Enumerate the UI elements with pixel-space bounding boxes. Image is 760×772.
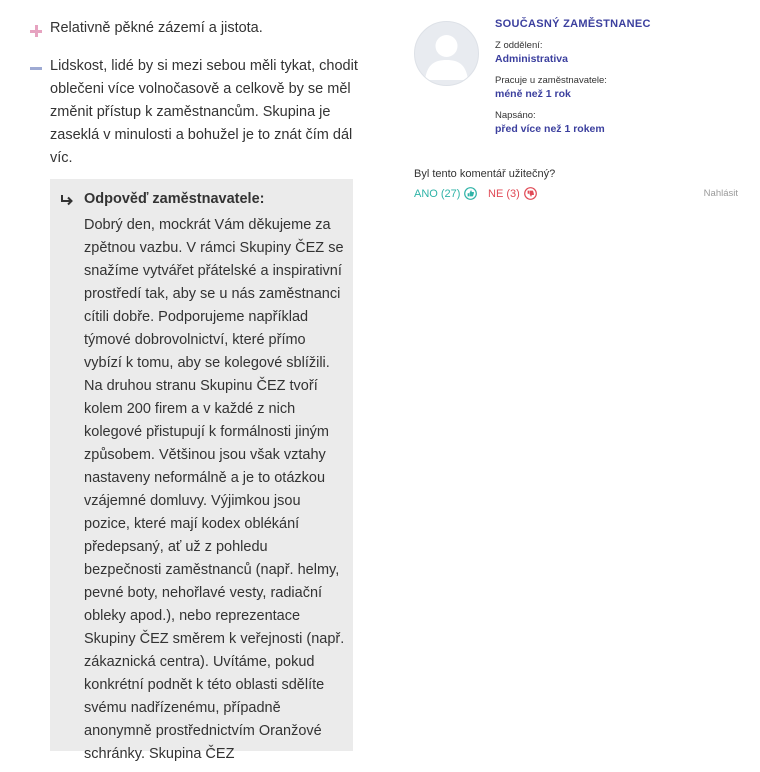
vote-row <box>414 187 738 203</box>
department-label: Z oddělení: <box>495 40 543 51</box>
user-silhouette-icon <box>415 22 478 85</box>
thumbs-down-icon <box>524 187 537 200</box>
reply-title: Odpověď zaměstnavatele: <box>84 191 265 207</box>
tenure-label: Pracuje u zaměstnavatele: <box>495 75 607 86</box>
department-value: Administrativa <box>495 53 568 65</box>
plus-icon <box>30 25 42 37</box>
vote-yes-label: ANO (27) <box>414 187 461 200</box>
employee-status: SOUČASNÝ ZAMĚSTNANEC <box>495 18 651 30</box>
vote-yes-button[interactable] <box>414 187 477 200</box>
reply-arrow-icon <box>60 194 74 208</box>
thumbs-up-icon <box>464 187 477 200</box>
reply-text: Dobrý den, mockrát Vám děkujeme za zpětnou vazbu. V rámci Skupiny ČEZ se snažíme vytvářet přátelské a inspirativní prostředí tak, aby se u nás zaměstnanci cítili dobře. Podporujeme například týmové dobrovolnictví, které přímo vybízí k tomu, aby se kolegové sblížili. Na druhou stranu Skupinu ČEZ tvoří kolem 200 firem a v každé z nich kolegové přistupují k formálnosti jiným způsobem. Většinou jsou však vztahy nastaveny neformálně a je to otázkou vzájemné domluvy. Výjimkou jsou pozice, které mají kodex oblékání předepsaný, ať už z pohledu bezpečnosti zaměstnanců (např. helmy, pevné boty, nehořlavé vesty, radiační obleky apod.), nebo reprezentace Skupiny ČEZ směrem k veřejnosti (např. zákaznická centra). Uvítáme, pokud konkrétní podnět k této oblasti sdělíte svému nadřízenému, případně anonymně prostřednictvím Oranžové schránky. Skupina ČEZ <box>84 217 345 762</box>
report-link[interactable]: Nahlásit <box>703 188 738 199</box>
vote-no-label: NE (3) <box>488 187 520 200</box>
cons-text: Lidskost, lidé by si mezi sebou měli tykat, chodit oblečeni více volnočasově a celkově by se měl změnit přístup k zaměstnancům. Skupina je zaseklá v minulosti a bohužel je to znát čím dál víc. <box>50 58 358 166</box>
review-cons <box>28 55 358 170</box>
avatar <box>414 21 479 86</box>
written-label: Napsáno: <box>495 110 536 121</box>
review-pros <box>28 17 358 40</box>
vote-no-button[interactable] <box>488 187 537 200</box>
tenure-value: méně než 1 rok <box>495 88 571 100</box>
minus-icon <box>30 63 42 75</box>
helpfulness-question: Byl tento komentář užitečný? <box>414 168 556 180</box>
pros-text: Relativně pěkné zázemí a jistota. <box>50 20 263 36</box>
written-value: před více než 1 rokem <box>495 123 605 135</box>
employer-reply <box>50 179 353 762</box>
author-info <box>495 18 745 135</box>
